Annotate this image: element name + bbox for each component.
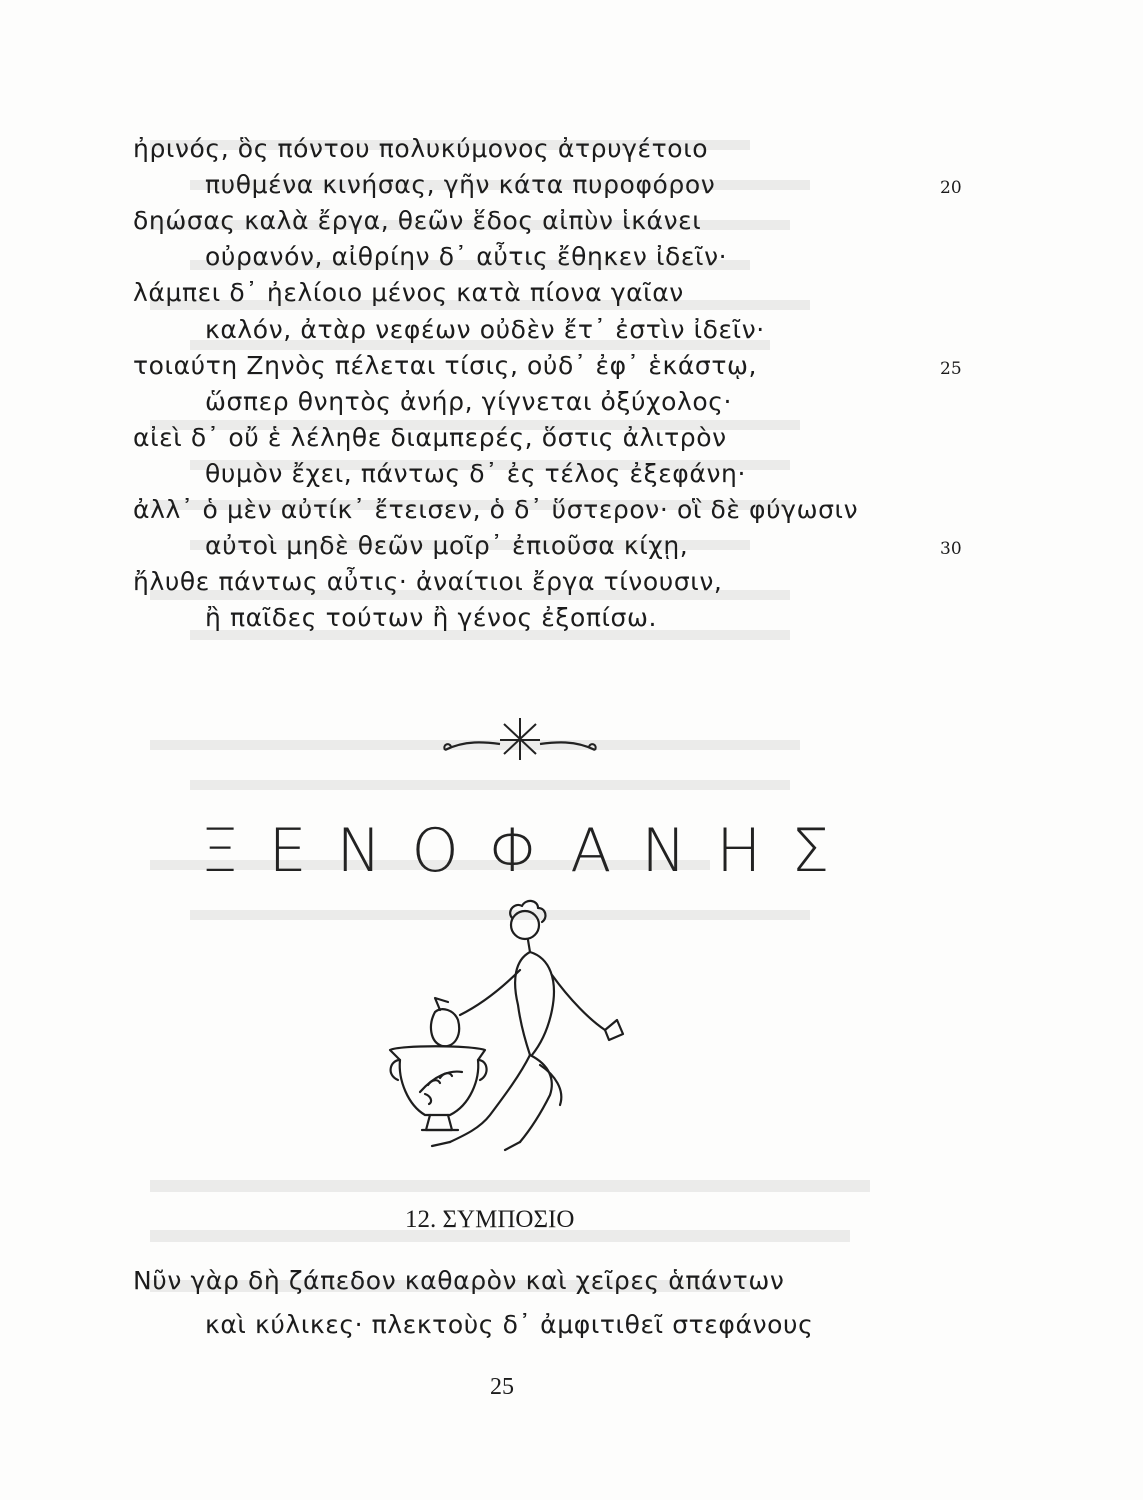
page-number: 25 <box>490 1374 514 1400</box>
section-heading: 12. ΣΥΜΠΟΣΙΟ <box>405 1206 575 1233</box>
line-number: 25 <box>940 359 962 379</box>
verse-line: Νῦν γὰρ δὴ ζάπεδον καθαρὸν καὶ χεῖρες ἁπάντων <box>133 1266 785 1295</box>
greek-youth-with-krater-illustration <box>380 880 660 1170</box>
line-number: 20 <box>940 178 962 198</box>
line-number: 30 <box>940 539 962 559</box>
verse-line: τοιαύτη Ζηνὸς πέλεται τίσις, οὐδ᾽ ἐφ᾽ ἑκάστῳ, <box>133 351 758 380</box>
verse-line: οὐρανόν, αἰθρίην δ᾽ αὖτις ἔθηκεν ἰδεῖν· <box>205 242 728 271</box>
ornament-divider <box>440 710 600 765</box>
verse-line: καλόν, ἀτὰρ νεφέων οὐδὲν ἔτ᾽ ἐστὶν ἰδεῖν· <box>205 315 765 344</box>
verse-line: καὶ κύλικες· πλεκτοὺς δ᾽ ἀμφιτιθεῖ στεφάνους <box>205 1310 814 1339</box>
verse-line: ἢ παῖδες τούτων ἢ γένος ἐξοπίσω. <box>205 603 658 632</box>
verse-line: ἀλλ᾽ ὁ μὲν αὐτίκ᾽ ἔτεισεν, ὁ δ᾽ ὕστερον· οἳ δὲ φύγωσιν <box>133 495 859 524</box>
verse-line: πυθμένα κινήσας, γῆν κάτα πυροφόρον <box>205 170 716 199</box>
author-title: ΞΕΝΟΦΑΝΗΣ <box>200 816 860 886</box>
verse-line: ἠρινός, ὃς πόντου πολυκύμονος ἀτρυγέτοιο <box>133 134 709 163</box>
verse-line: θυμὸν ἔχει, πάντως δ᾽ ἐς τέλος ἐξεφάνη· <box>205 459 747 488</box>
verse-line: ἤλυθε πάντως αὖτις· ἀναίτιοι ἔργα τίνουσιν, <box>133 567 723 596</box>
verse-line: λάμπει δ᾽ ἠελίοιο μένος κατὰ πίονα γαῖαν <box>133 278 684 307</box>
verse-line: ὥσπερ θνητὸς ἀνήρ, γίγνεται ὀξύχολος· <box>205 387 733 416</box>
verse-line: αὐτοὶ μηδὲ θεῶν μοῖρ᾽ ἐπιοῦσα κίχῃ, <box>205 531 689 560</box>
verse-line: αἰεὶ δ᾽ οὔ ἑ λέληθε διαμπερές, ὅστις ἀλιτρὸν <box>133 423 727 452</box>
verse-line: δηώσας καλὰ ἔργα, θεῶν ἕδος αἰπὺν ἱκάνει <box>133 206 702 235</box>
